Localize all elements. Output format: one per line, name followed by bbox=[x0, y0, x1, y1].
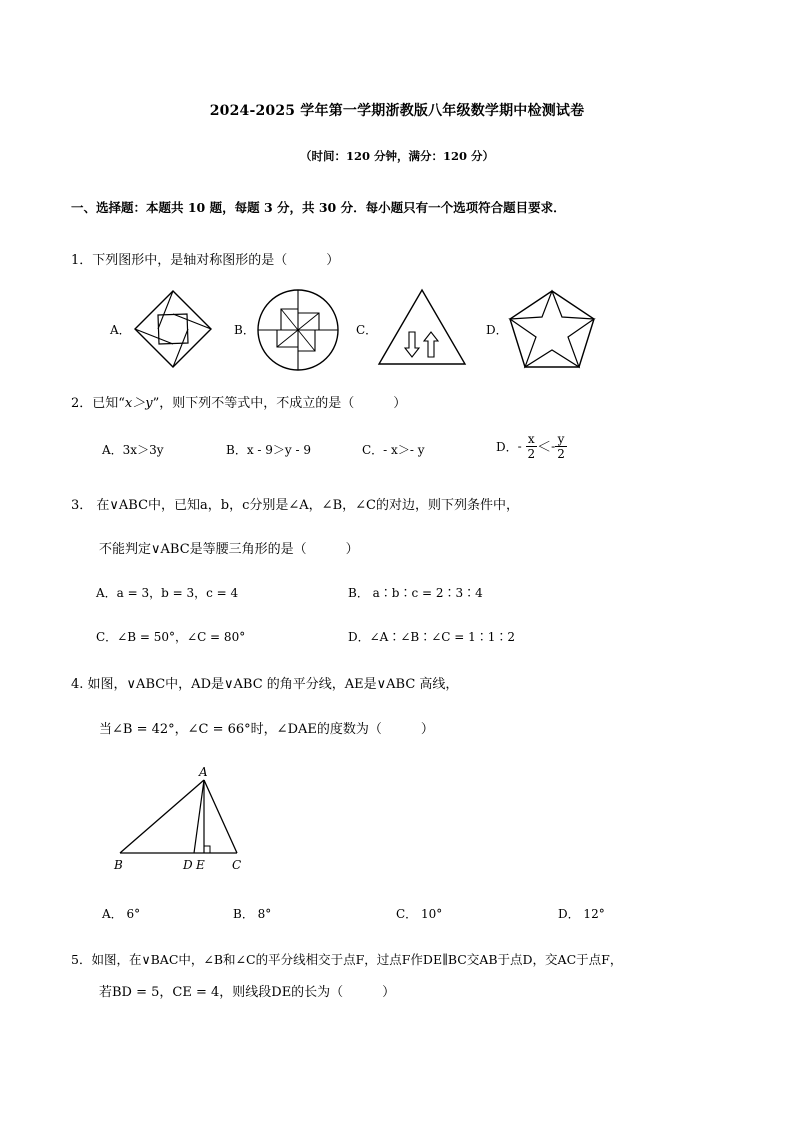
q3-option-a: A．a = 3，b = 3，c = 4 bbox=[96, 586, 239, 600]
question-1-stem: 1．下列图形中，是轴对称图形的是（ ） bbox=[71, 253, 340, 268]
q1-option-b-label: B． bbox=[234, 323, 255, 337]
exam-info: （时间：120 分钟，满分：120 分） bbox=[299, 149, 495, 163]
pentagon-with-star-icon bbox=[508, 289, 596, 369]
q4-option-d: D． 12° bbox=[558, 907, 605, 921]
point-e-label: E bbox=[196, 858, 205, 872]
circle-pinwheel-icon bbox=[255, 287, 341, 373]
vertex-a-label: A bbox=[199, 765, 208, 779]
q4-option-c: C． 10° bbox=[396, 907, 443, 921]
q4-option-b: B． 8° bbox=[233, 907, 272, 921]
q2-option-c: C．- x＞- y bbox=[362, 443, 425, 457]
q3-option-b: B． a∶b∶c = 2∶3∶4 bbox=[348, 586, 483, 600]
question-4-stem-line1: 4. 如图，∨ABC中，AD是∨ABC 的角平分线，AE是∨ABC 高线， bbox=[71, 677, 459, 692]
question-5-stem-line1: 5．如图，在∨BAC中，∠B和∠C的平分线相交于点F，过点F作DE∥BC交AB于点D，交AC于点F， bbox=[71, 952, 623, 967]
q2-option-b: B．x - 9＞y - 9 bbox=[226, 443, 312, 457]
q1-option-a-label: A． bbox=[110, 323, 131, 337]
question-3-stem-line2: 不能判定∨ABC是等腰三角形的是（ ） bbox=[99, 542, 359, 557]
question-2-stem: 2．已知“x＞y”，则下列不等式中，不成立的是（ ） bbox=[71, 396, 407, 411]
q4-option-a: A． 6° bbox=[102, 907, 141, 921]
vertex-c-label: C bbox=[232, 858, 242, 872]
question-3-stem-line1: 3． 在∨ABC中，已知a，b，c分别是∠A，∠B，∠C的对边，则下列条件中， bbox=[71, 498, 519, 513]
section-heading: 一、选择题：本题共 10 题，每题 3 分，共 30 分．每小题只有一个选项符合题目要求． bbox=[71, 200, 566, 215]
q2-option-d: D．- $\frac{x}{2}$ ＜- $\frac{y}{2}$ bbox=[496, 432, 565, 461]
q3-option-c: C．∠B = 50°，∠C = 80° bbox=[96, 630, 246, 644]
triangle-with-arrows-icon bbox=[377, 288, 467, 366]
q1-option-d-label: D． bbox=[486, 323, 508, 337]
q1-option-c-label: C． bbox=[356, 323, 378, 337]
nested-square-pinwheel-icon bbox=[133, 289, 213, 369]
vertex-b-label: B bbox=[114, 858, 123, 872]
q2-option-a: A．3x＞3y bbox=[102, 443, 164, 457]
page-title: 2024-2025 学年第一学期浙教版八年级数学期中检测试卷 bbox=[209, 103, 585, 119]
q3-option-d: D．∠A∶∠B∶∠C = 1∶1∶2 bbox=[348, 630, 516, 644]
triangle-abc-figure bbox=[110, 760, 260, 875]
question-4-stem-line2: 当∠B = 42°，∠C = 66°时，∠DAE的度数为（ ） bbox=[99, 722, 434, 737]
point-d-label: D bbox=[183, 858, 193, 872]
question-5-stem-line2: 若BD = 5，CE = 4，则线段DE的长为（ ） bbox=[99, 985, 396, 1000]
